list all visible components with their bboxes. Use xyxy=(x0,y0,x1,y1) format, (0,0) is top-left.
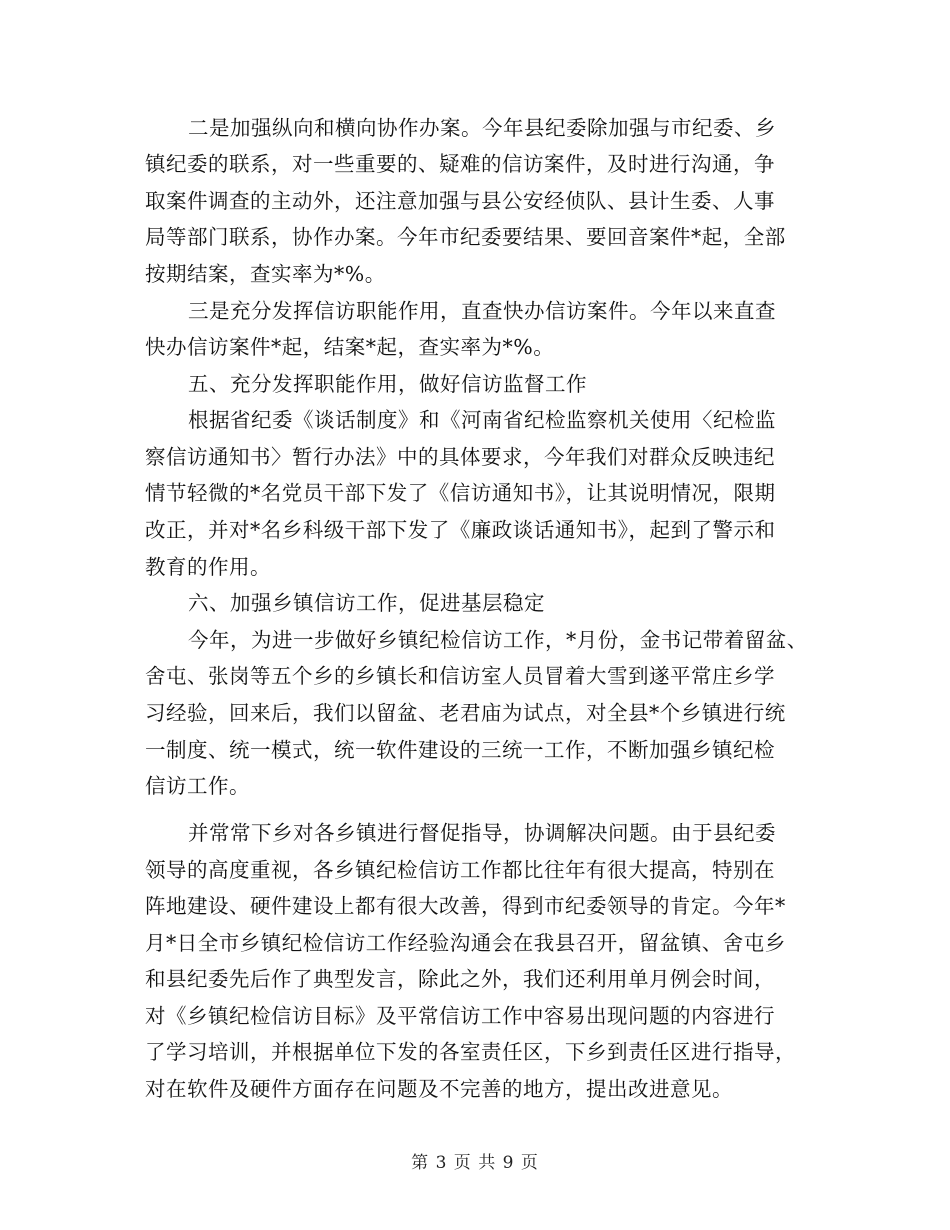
text-line: 今年，为进一步做好乡镇纪检信访工作，*月份，金书记带着留盆、 xyxy=(188,628,808,652)
section-heading: 五、充分发挥职能作用，做好信访监督工作 xyxy=(188,372,587,396)
text-line: 快办信访案件*起，结案*起，查实率为*%。 xyxy=(145,335,555,359)
text-line: 月*日全市乡镇纪检信访工作经验沟通会在我县召开，留盆镇、舍屯乡 xyxy=(145,931,786,955)
text-line: 一制度、统一模式，统一软件建设的三统一工作，不断加强乡镇纪检 xyxy=(145,738,775,762)
section-heading: 六、加强乡镇信访工作，促进基层稳定 xyxy=(188,591,545,615)
page-number: 第 3 页 共 9 页 xyxy=(411,1153,539,1173)
text-line: 领导的高度重视，各乡镇纪检信访工作都比往年有很大提高，特别在 xyxy=(145,858,775,882)
text-line: 舍屯、张岗等五个乡的乡镇长和信访室人员冒着大雪到遂平常庄乡学 xyxy=(145,664,775,688)
text-line: 情节轻微的*名党员干部下发了《信访通知书》，让其说明情况，限期 xyxy=(145,481,776,505)
text-line: 根据省纪委《谈话制度》和《河南省纪检监察机关使用〈纪检监 xyxy=(188,408,776,432)
text-line: 和县纪委先后作了典型发言，除此之外，我们还利用单月例会时间， xyxy=(145,967,775,991)
text-line: 信访工作。 xyxy=(145,774,250,798)
text-line: 了学习培训，并根据单位下发的各室责任区，下乡到责任区进行指导， xyxy=(145,1040,796,1064)
text-line: 对《乡镇纪检信访目标》及平常信访工作中容易出现问题的内容进行 xyxy=(145,1004,775,1028)
text-line: 教育的作用。 xyxy=(145,555,271,579)
text-line: 镇纪委的联系，对一些重要的、疑难的信访案件，及时进行沟通，争 xyxy=(145,152,775,176)
text-line: 习经验，回来后，我们以留盆、老君庙为试点，对全县*个乡镇进行统 xyxy=(145,701,786,725)
text-line: 阵地建设、硬件建设上都有很大改善，得到市纪委领导的肯定。今年* xyxy=(145,894,786,918)
text-line: 三是充分发挥信访职能作用，直查快办信访案件。今年以来直查 xyxy=(188,299,776,323)
text-line: 局等部门联系，协作办案。今年市纪委要结果、要回音案件*起，全部 xyxy=(145,225,786,249)
text-line: 对在软件及硬件方面存在问题及不完善的地方，提出改进意见。 xyxy=(145,1077,733,1101)
text-line: 改正，并对*名乡科级干部下发了《廉政谈话通知书》，起到了警示和 xyxy=(145,518,776,542)
text-line: 取案件调查的主动外，还注意加强与县公安经侦队、县计生委、人事 xyxy=(145,189,775,213)
text-line: 二是加强纵向和横向协作办案。今年县纪委除加强与市纪委、乡 xyxy=(188,116,776,140)
text-line: 按期结案，查实率为*%。 xyxy=(145,262,386,286)
text-line: 并常常下乡对各乡镇进行督促指导，协调解决问题。由于县纪委 xyxy=(188,821,776,845)
text-line: 察信访通知书〉暂行办法》中的具体要求，今年我们对群众反映违纪 xyxy=(145,445,775,469)
